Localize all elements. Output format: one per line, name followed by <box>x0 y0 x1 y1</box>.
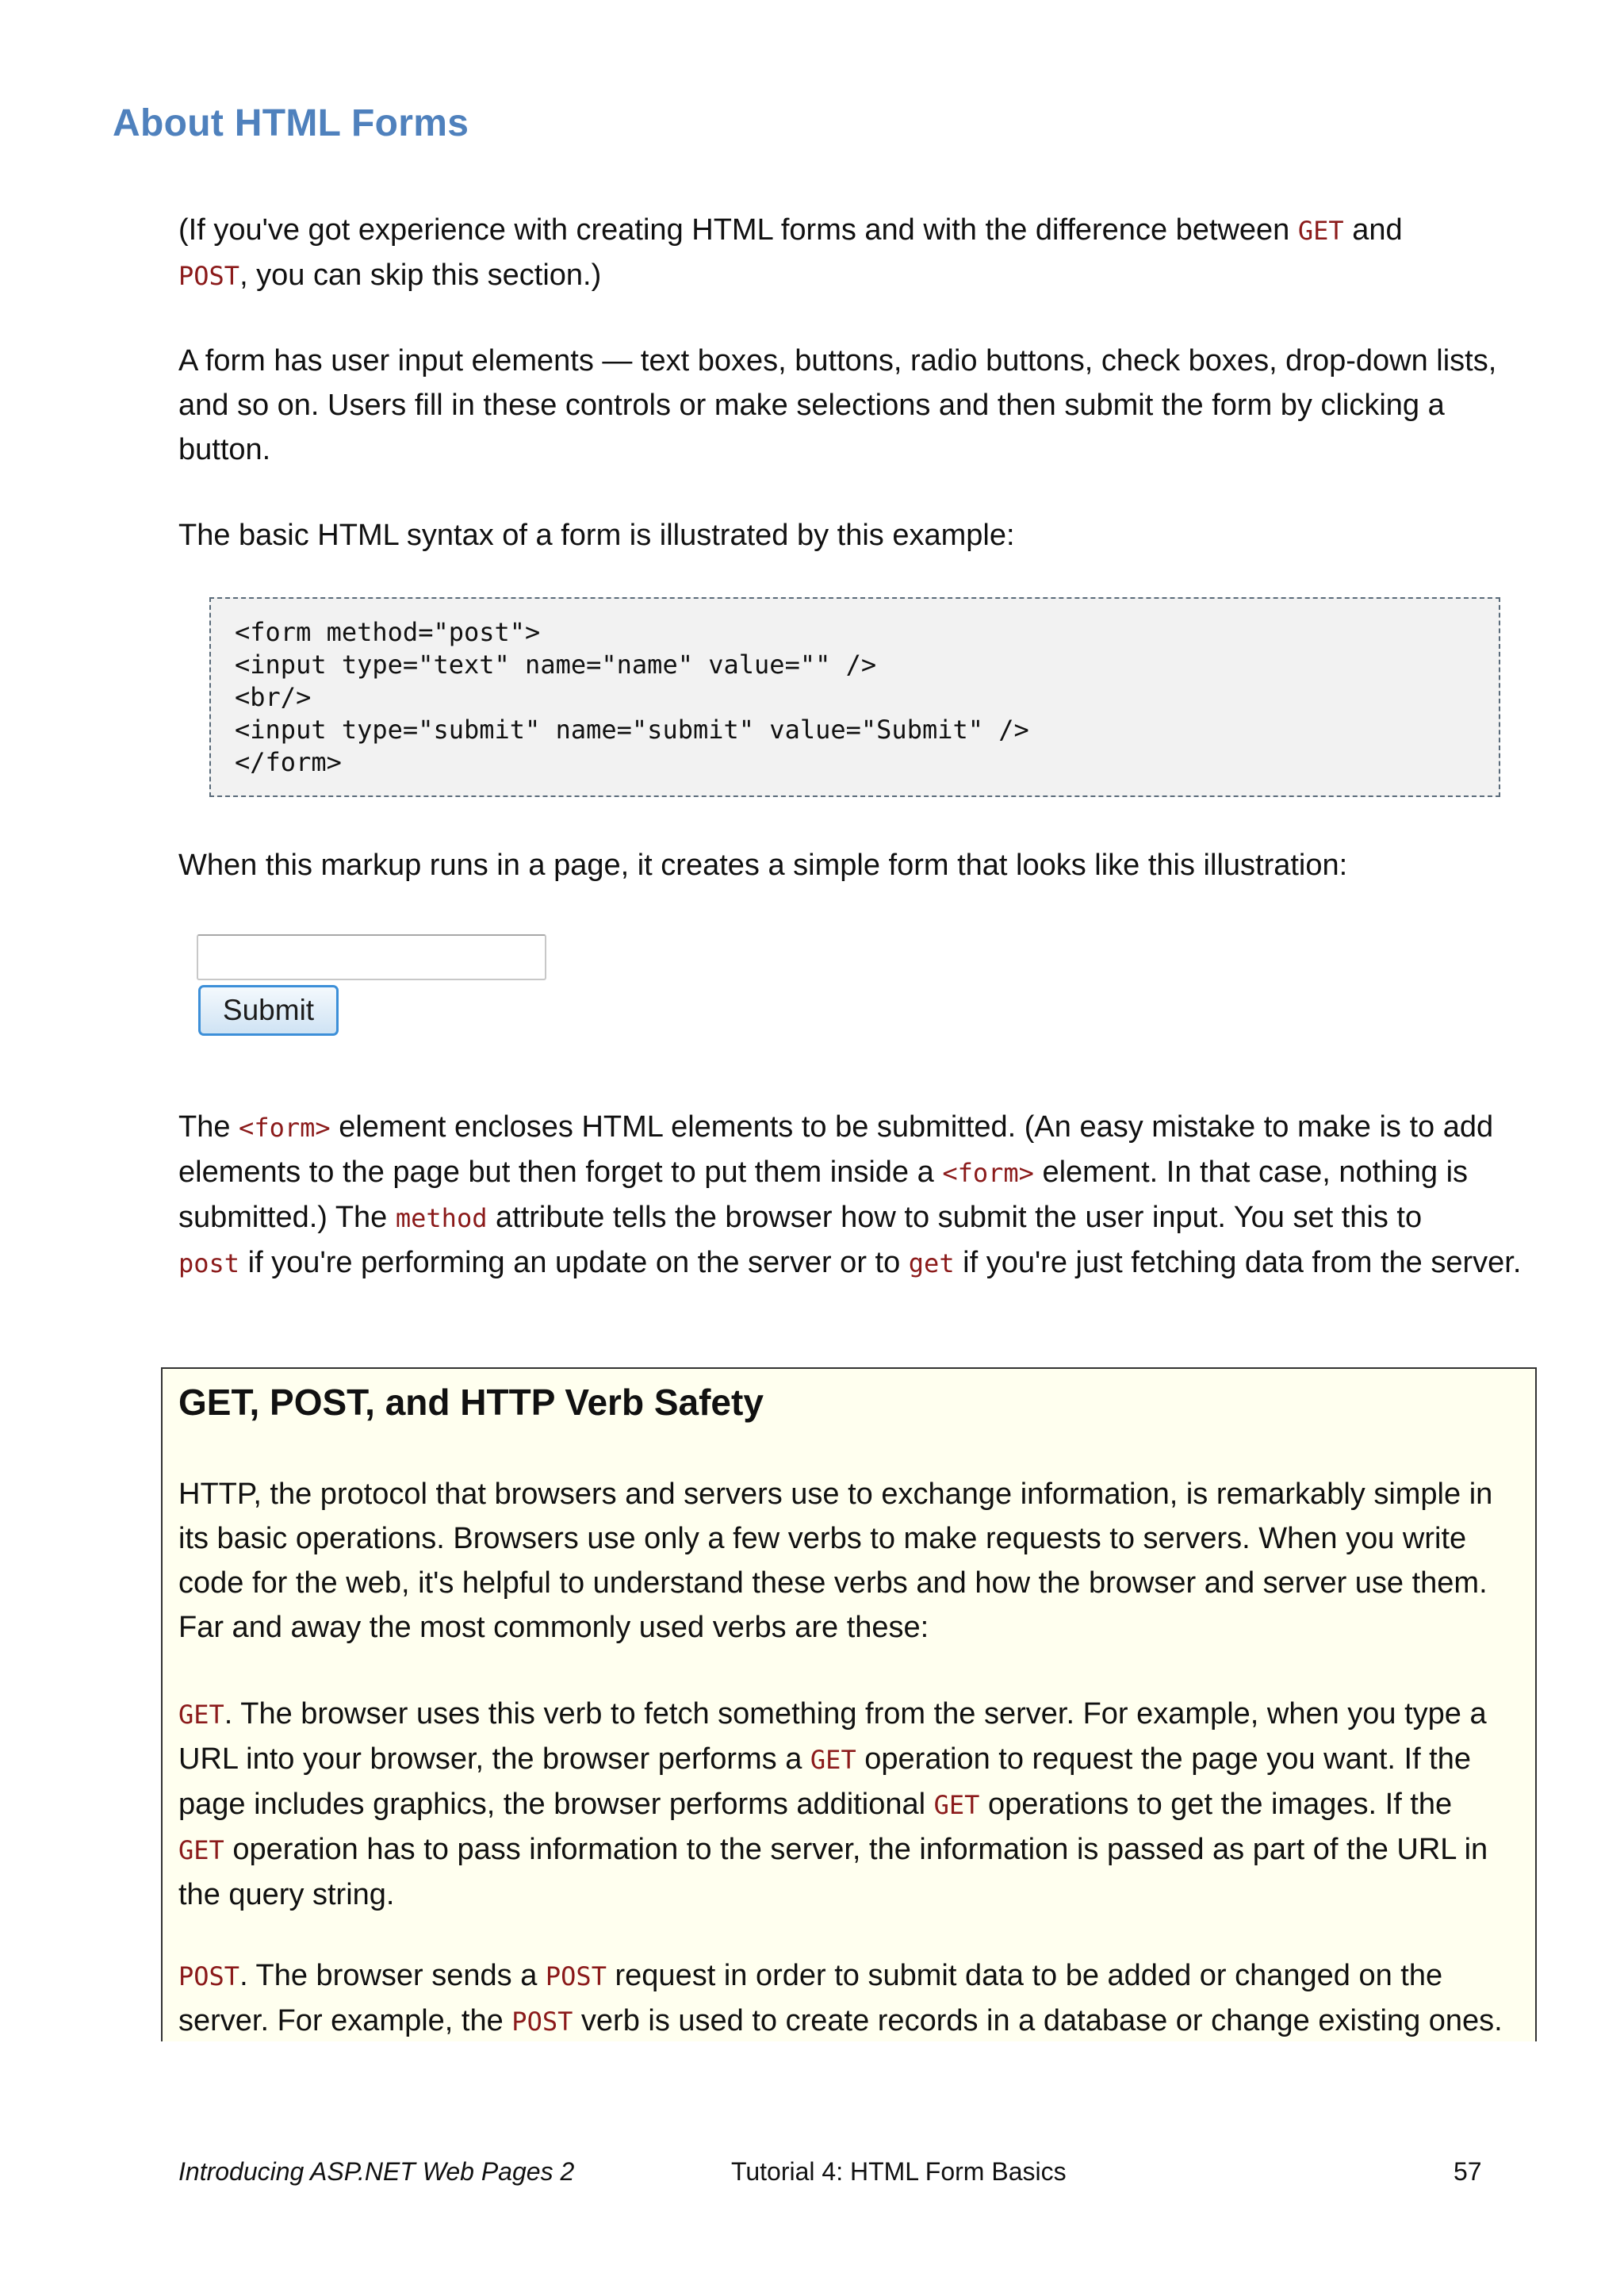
sidebar-get-text-4: operation has to pass information to the server, the information is passed as part of the URL in the query string. <box>178 1833 1488 1911</box>
intro-text-3: , you can skip this section.) <box>239 259 602 292</box>
inline-code-post-verb: POST <box>178 1961 240 1991</box>
page-heading: About HTML Forms <box>113 102 469 144</box>
footer-page-number: 57 <box>1454 2157 1482 2186</box>
sidebar-get-text-3: operations to get the images. If the <box>979 1788 1453 1821</box>
sidebar-post-text-1: . The browser sends a <box>239 1959 546 1992</box>
form-element-text-1: The <box>178 1110 239 1144</box>
inline-code-get-verb: GET <box>178 1700 224 1730</box>
sidebar-post-text-3: verb is used to create records in a database or change existing ones. <box>573 2004 1503 2037</box>
inline-code-post-verb-2: POST <box>545 1961 607 1991</box>
intro-text-2: and <box>1343 213 1403 247</box>
inline-code-get-verb-3: GET <box>933 1790 980 1820</box>
form-element-text-2: element encloses HTML elements to be submitted. (An easy mistake to make is to add elements to the page but then forget to put them inside a <box>178 1110 1494 1189</box>
inline-code-form-tag-2: <form> <box>942 1158 1034 1188</box>
sidebar-get-text-1: . The browser uses this verb to fetch something from the server. For example, when you type a URL into your browser, the browser performs a <box>178 1697 1487 1776</box>
footer-chapter-title: Tutorial 4: HTML Form Basics <box>731 2157 1067 2186</box>
inline-code-post-lower: post <box>178 1248 240 1278</box>
form-element-text-3: element. In that case, nothing is submitted.) The <box>178 1156 1469 1234</box>
sidebar-get-text-2: operation to request the page you want. If the page includes graphics, the browser performs additional <box>178 1742 1472 1821</box>
inline-code-post: POST <box>178 261 240 291</box>
inline-code-get-verb-4: GET <box>178 1835 224 1865</box>
form-description-paragraph: A form has user input elements — text boxes, buttons, radio buttons, check boxes, drop-down lists, and so on. Users fill in these controls or make selections and then submit the form by clicking a button. <box>178 344 1497 466</box>
inline-code-get-verb-2: GET <box>810 1745 856 1775</box>
code-example-block: <form method="post"> <input type="text" name="name" value="" /> <br/> <input type="submit" name="submit" value="Submit" /> </form> <box>209 597 1500 797</box>
sidebar-title: GET, POST, and HTTP Verb Safety <box>178 1382 764 1423</box>
inline-code-form-tag: <form> <box>239 1113 331 1143</box>
footer-book-title: Introducing ASP.NET Web Pages 2 <box>178 2157 575 2186</box>
sidebar-http-paragraph: HTTP, the protocol that browsers and servers use to exchange information, is remarkably simple in its basic operations. Browsers use only a few verbs to make requests to servers. When you write code for the web, it's helpful to understand these verbs and how the browser and server use them. Far and away the most commonly used verbs are these: <box>178 1478 1493 1644</box>
demo-submit-button[interactable]: Submit <box>198 985 339 1036</box>
result-paragraph: When this markup runs in a page, it creates a simple form that looks like this illustration: <box>178 849 1348 882</box>
sidebar-post-paragraph <box>178 1953 1526 2044</box>
intro-paragraph <box>178 208 1526 298</box>
inline-code-post-verb-3: POST <box>511 2007 573 2037</box>
intro-text-1: (If you've got experience with creating HTML forms and with the difference between <box>178 213 1298 247</box>
form-element-text-4: attribute tells the browser how to submit the user input. You set this to <box>487 1201 1423 1234</box>
inline-code-get: GET <box>1297 216 1344 246</box>
sidebar-get-paragraph <box>178 1692 1526 1917</box>
form-element-text-6: if you're just fetching data from the server. <box>954 1246 1522 1279</box>
form-element-paragraph <box>178 1105 1526 1286</box>
inline-code-get-lower: get <box>908 1248 955 1278</box>
sidebar-post-text-2: request in order to submit data to be added or changed on the server. For example, the <box>178 1959 1443 2037</box>
form-element-text-5: if you're performing an update on the server or to <box>239 1246 909 1279</box>
inline-code-method: method <box>395 1203 488 1233</box>
sidebar-box-http-verbs <box>161 1367 1537 2041</box>
demo-text-input[interactable] <box>197 934 546 980</box>
syntax-paragraph: The basic HTML syntax of a form is illustrated by this example: <box>178 519 1015 552</box>
